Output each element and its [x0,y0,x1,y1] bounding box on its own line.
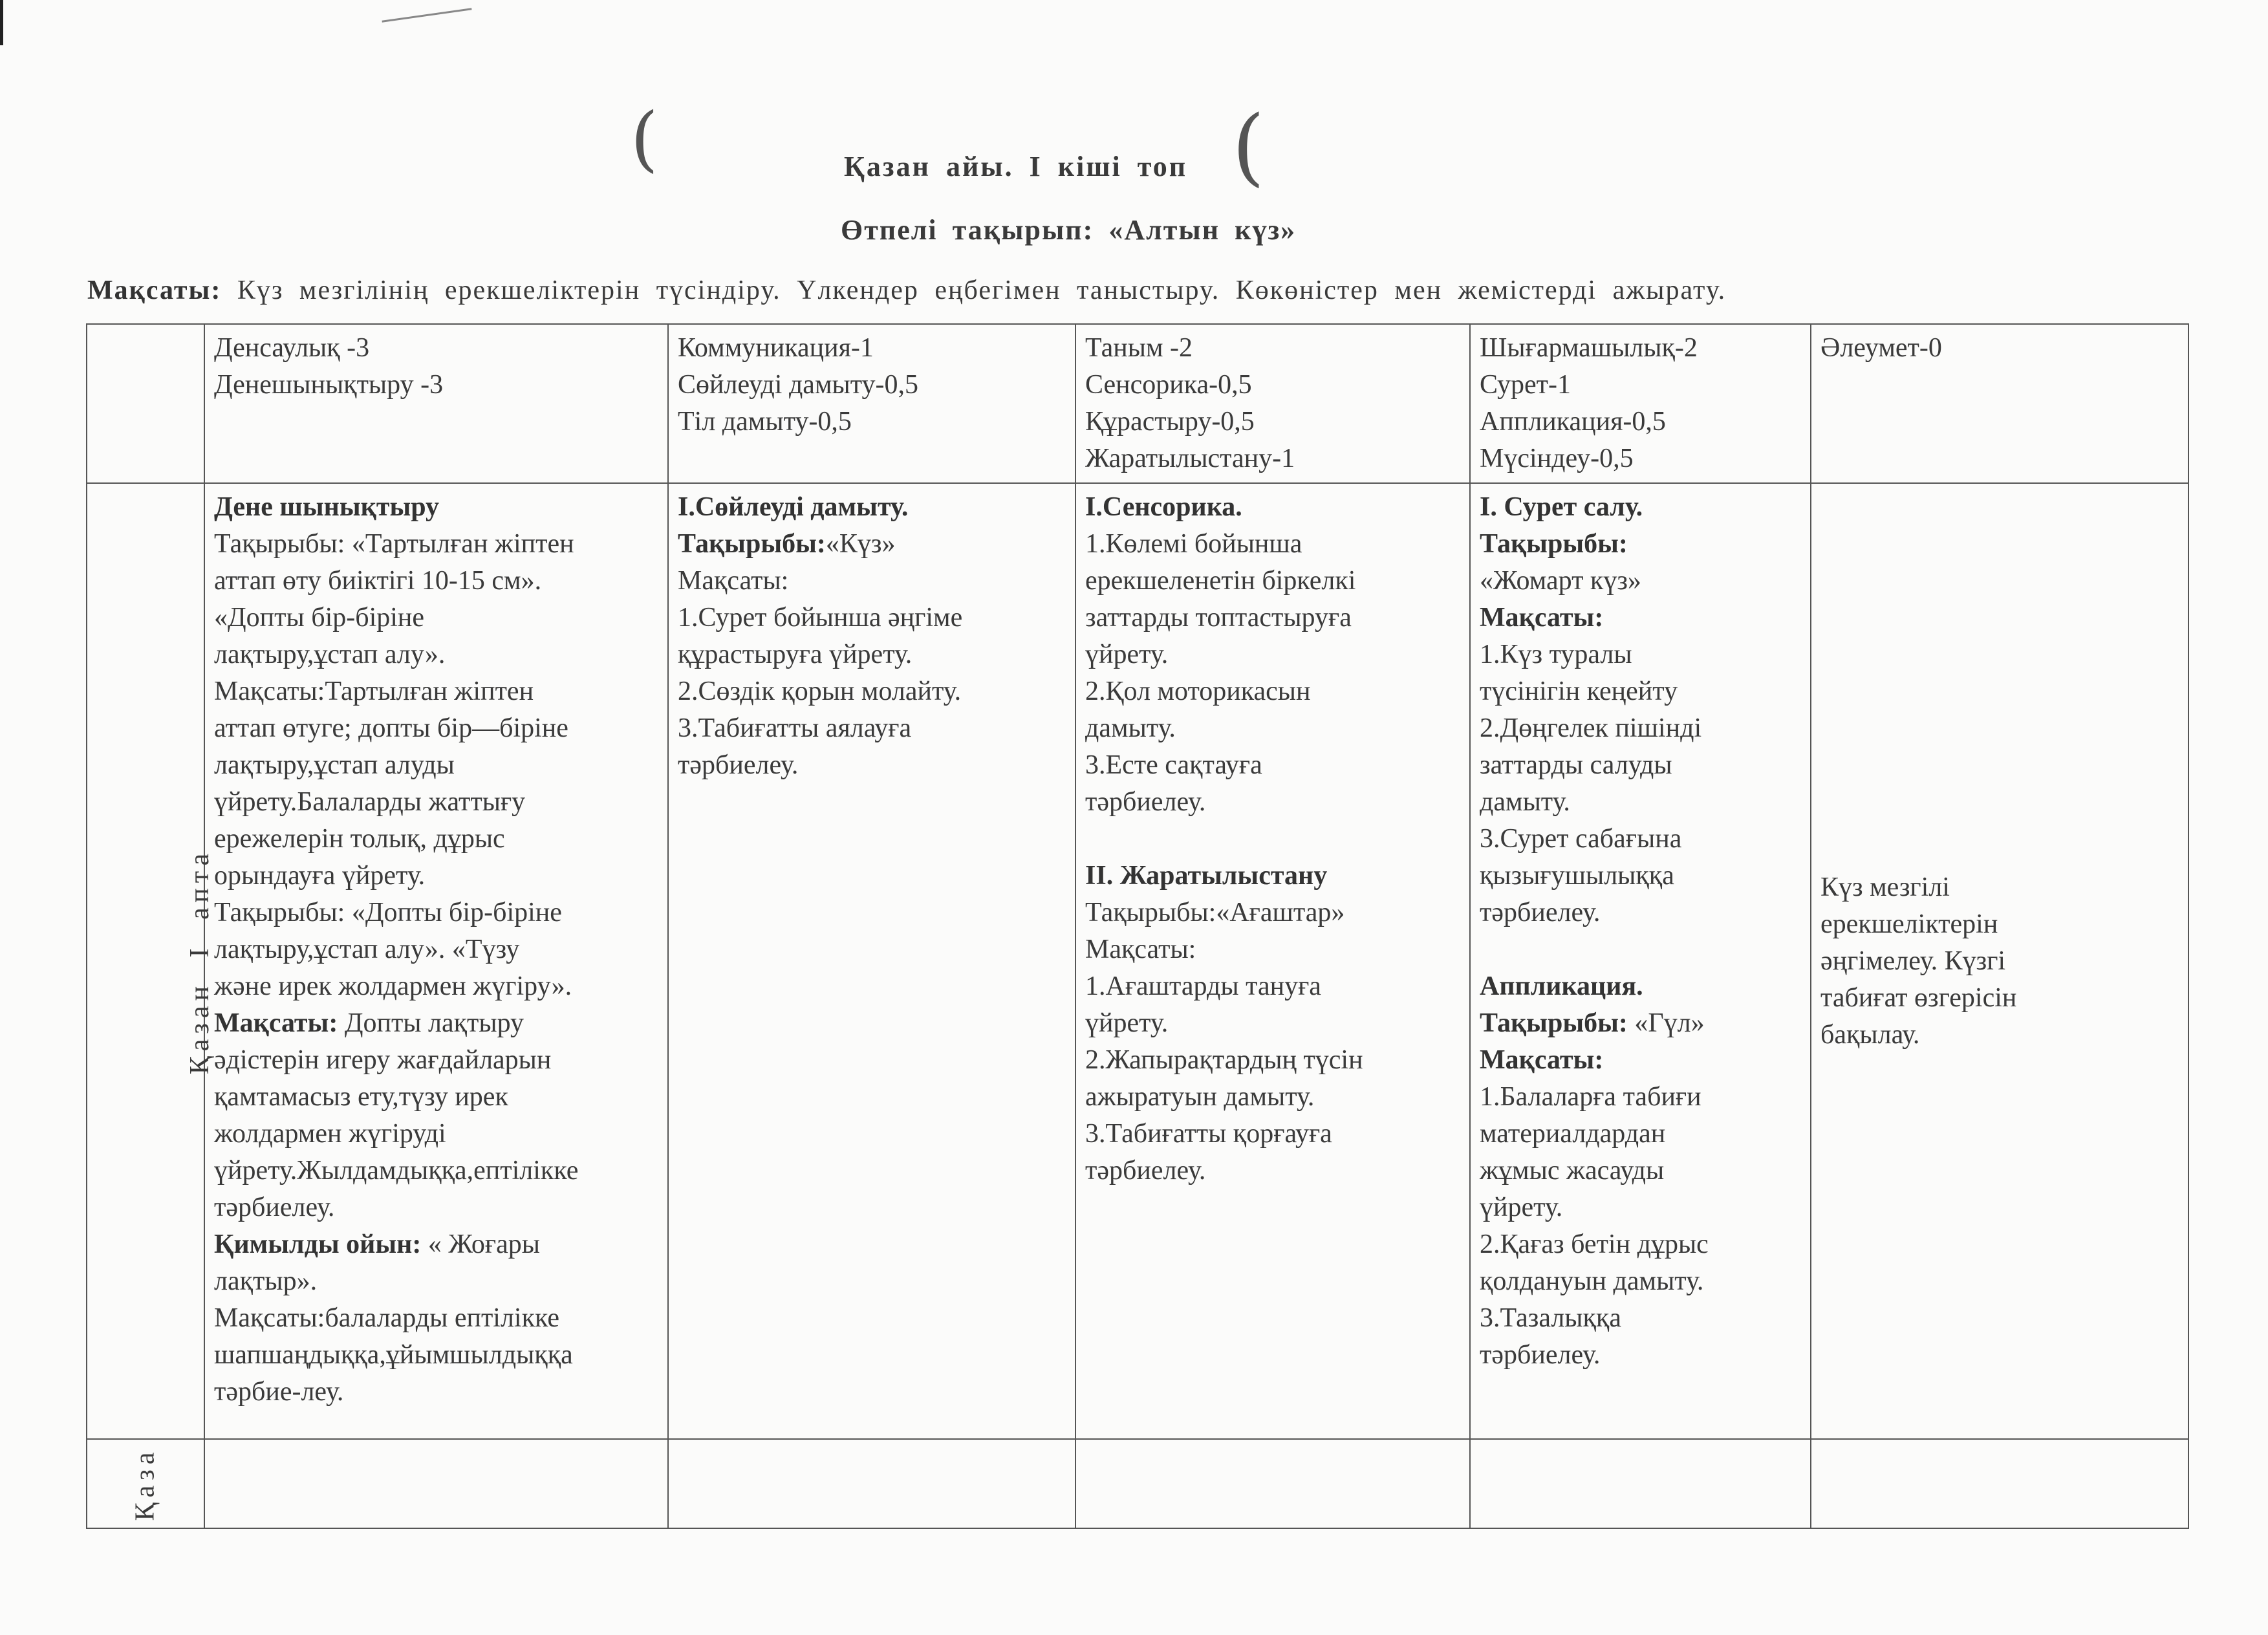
header-cell-communication [668,324,1075,483]
cell-line: 3.Табиғатты аялауға [678,713,912,743]
cell-line: тәрбиелеу. [1085,1156,1206,1186]
header-corner-cell [87,324,204,483]
cell-line: аттап өтуге; допты бір—біріне [214,713,568,743]
cell-line: дамыту. [1085,713,1176,743]
scan-top-stroke [382,8,471,22]
cell-line: Тақырыбы: «Тартылған жіптен [214,529,574,559]
cell-heading: Аппликация. [1480,971,1643,1001]
cell-line: «Допты бір-біріне [214,603,425,633]
cell-line: Тақырыбы: «Допты бір-біріне [214,898,562,927]
header-cell-creativity [1470,324,1811,483]
cell-line: дамыту. [1480,787,1570,817]
cell-line: лақтыру,ұстап алу». [214,640,446,669]
goal-label: Мақсаты: [87,276,222,305]
cell-line: тәрбиелеу. [214,1193,335,1222]
header-line: Денсаулық -3 [214,333,370,363]
cell-line: 1.Көлемі бойынша [1085,529,1302,559]
week1-label-cell [87,483,215,1439]
cell-line: 3.Сурет сабағына [1480,824,1682,854]
plan-table [86,323,2189,1529]
cell-text: «Гүл» [1627,1008,1705,1038]
cell-heading: І.Сенсорика. [1085,492,1242,522]
header-line: Шығармашылық-2 [1480,333,1698,363]
cell-goal-line [214,1005,658,1042]
cell-line: табиғат өзгерісін [1820,982,2017,1013]
cell-line: 2.Дөңгелек пішінді [1480,713,1702,743]
cell-line: 1.Ағаштарды тануға [1085,971,1321,1001]
week1-label: Қазан І апта [185,848,215,1074]
cell-line: 1.Сурет бойынша әңгіме [678,603,963,633]
cell-line: қолдануын дамыту. [1480,1266,1704,1296]
cell-line: Мақсаты: [1085,935,1196,964]
week2-label-cell [87,1439,204,1528]
cell-text: Допты лақтыру [338,1008,524,1038]
cell-line: Мақсаты: [678,566,789,596]
header-line: Денешынықтыру -3 [214,370,444,400]
goal-line [87,275,1726,306]
empty-cell [1075,1439,1470,1528]
spacer [1085,821,1460,858]
cell-heading: І. Сурет салу. [1480,492,1643,522]
cell-line: жұмыс жасауды [1480,1156,1665,1186]
goal-label: Мақсаты: [1480,1045,1604,1075]
scan-edge-mark [0,0,3,45]
cell-social [1811,483,2188,1439]
week2-row [87,1439,2188,1528]
topic-label: Тақырыбы: [678,529,826,559]
cell-line: тәрбиелеу. [1085,787,1206,817]
cell-line: жолдармен жүгіруді [214,1119,446,1149]
week1-row [87,483,2188,1439]
cell-line: құрастыруға үйрету. [678,640,913,669]
header-line: Таным -2 [1085,333,1193,363]
cell-line: әдістерін игеру жағдайларын [214,1045,552,1075]
goal-label: Мақсаты: [214,1008,338,1038]
page-title: Қазан айы. І кіші топ [844,151,1188,182]
header-line: Аппликация-0,5 [1480,407,1666,437]
cell-line: Мақсаты:Тартылған жіптен [214,677,534,706]
cell-sensory-nature [1075,483,1470,1439]
cell-line: 3.Тазалыққа [1480,1303,1621,1333]
cell-line: қамтамасыз ету,түзу ирек [214,1082,508,1112]
header-line: Коммуникация-1 [678,333,874,363]
cell-line: әңгімелеу. Күзгі [1820,946,2006,976]
cell-text: «Күз» [825,529,896,559]
cell-line: үйрету.Балаларды жаттығу [214,787,526,817]
header-cell-cognition [1075,324,1470,483]
empty-cell [204,1439,668,1528]
header-line: Әлеумет-0 [1820,333,1942,363]
cell-line: 3.Табиғатты қорғауға [1085,1119,1332,1149]
cell-line: ерекшеленетін біркелкі [1085,566,1356,596]
cell-line: 2.Қол моторикасын [1085,677,1311,706]
cell-heading: І.Сөйлеуді дамыту. [678,492,909,522]
topic-label: Тақырыбы: [1480,1008,1628,1038]
cell-line: ажыратуын дамыту. [1085,1082,1315,1112]
cell-line: 1.Балаларға табиғи [1480,1082,1701,1112]
decorative-bracket-left: ( [631,97,658,180]
header-line: Сенсорика-0,5 [1085,370,1252,400]
cell-drawing-applique [1470,483,1811,1439]
header-line: Жаратылыстану-1 [1085,444,1295,473]
goal-label: Мақсаты: [1480,603,1604,633]
cell-line: заттарды топтастыруға [1085,603,1352,633]
theme-title: Өтпелі тақырып: «Алтын күз» [841,214,1297,246]
cell-line: лақтыру,ұстап алу». «Түзу [214,935,520,964]
topic-label: Тақырыбы: [1480,529,1628,559]
cell-topic-line [678,526,1066,563]
cell-text: « Жоғары [421,1229,540,1259]
cell-line: үйрету.Жылдамдыққа,ептілікке [214,1156,579,1186]
cell-line: үйрету. [1085,640,1169,669]
empty-cell [1811,1439,2188,1528]
cell-line: 2.Қағаз бетін дұрыс [1480,1229,1709,1259]
header-line: Тіл дамыту-0,5 [678,407,852,437]
cell-line: 3.Есте сақтауға [1085,750,1262,780]
cell-line: үйрету. [1480,1193,1563,1222]
cell-line: лақтыру,ұстап алуды [214,750,455,780]
cell-line: Мақсаты:балаларды ептілікке [214,1303,560,1333]
game-label: Қимылды ойын: [214,1229,422,1259]
cell-line: және ирек жолдармен жүгіру». [214,971,572,1001]
cell-line: лақтыр». [214,1266,318,1296]
cell-heading: Дене шынықтыру [214,492,440,522]
cell-line: үйрету. [1085,1008,1169,1038]
cell-line: аттап өту биіктігі 10-15 см». [214,566,542,596]
cell-line: тәрбиелеу. [1480,1340,1601,1370]
goal-text: Күз мезгілінің ерекшеліктерін түсіндіру. Үлкендер еңбегімен таныстыру. Көкөністер мен жемістерді ажырату. [237,276,1727,305]
cell-line: Тақырыбы:«Ағаштар» [1085,898,1345,927]
cell-line: тәрбиелеу. [678,750,799,780]
cell-speech-development [668,483,1075,1439]
header-cell-social [1811,324,2188,483]
header-line: Құрастыру-0,5 [1085,407,1255,437]
decorative-bracket-right: ( [1232,97,1265,195]
cell-line: заттарды салуды [1480,750,1672,780]
cell-line: ережелерін толық, дұрыс [214,824,505,854]
cell-topic-line [1480,1005,1801,1042]
empty-cell [1470,1439,1811,1528]
cell-line: орындауға үйрету. [214,861,426,891]
cell-line: 2.Жапырақтардың түсін [1085,1045,1363,1075]
header-cell-health [204,324,668,483]
header-line: Сөйлеуді дамыту-0,5 [678,370,919,400]
cell-line: 1.Күз туралы [1480,640,1632,669]
cell-line: түсінігін кеңейту [1480,677,1678,706]
cell-heading: ІІ. Жаратылыстану [1085,861,1328,891]
spacer [1480,931,1801,968]
cell-line: Күз мезгілі [1820,872,1950,902]
week2-label: Қаза [130,1447,160,1521]
cell-line: тәрбие-леу. [214,1377,344,1407]
cell-line: «Жомарт күз» [1480,566,1641,596]
header-line: Сурет-1 [1480,370,1571,400]
cell-line: 2.Сөздік қорын молайту. [678,677,962,706]
cell-line: ерекшеліктерін [1820,909,1998,939]
empty-cell [668,1439,1075,1528]
header-line: Мүсіндеу-0,5 [1480,444,1634,473]
table-header-row [87,324,2188,483]
cell-line: шапшаңдыққа,ұйымшылдыққа [214,1340,573,1370]
cell-line: тәрбиелеу. [1480,898,1601,927]
cell-game-line [214,1226,658,1263]
cell-line: қызығушылыққа [1480,861,1674,891]
cell-physical-education [204,483,668,1439]
cell-line: материалдардан [1480,1119,1666,1149]
cell-line: бақылау. [1820,1019,1920,1050]
